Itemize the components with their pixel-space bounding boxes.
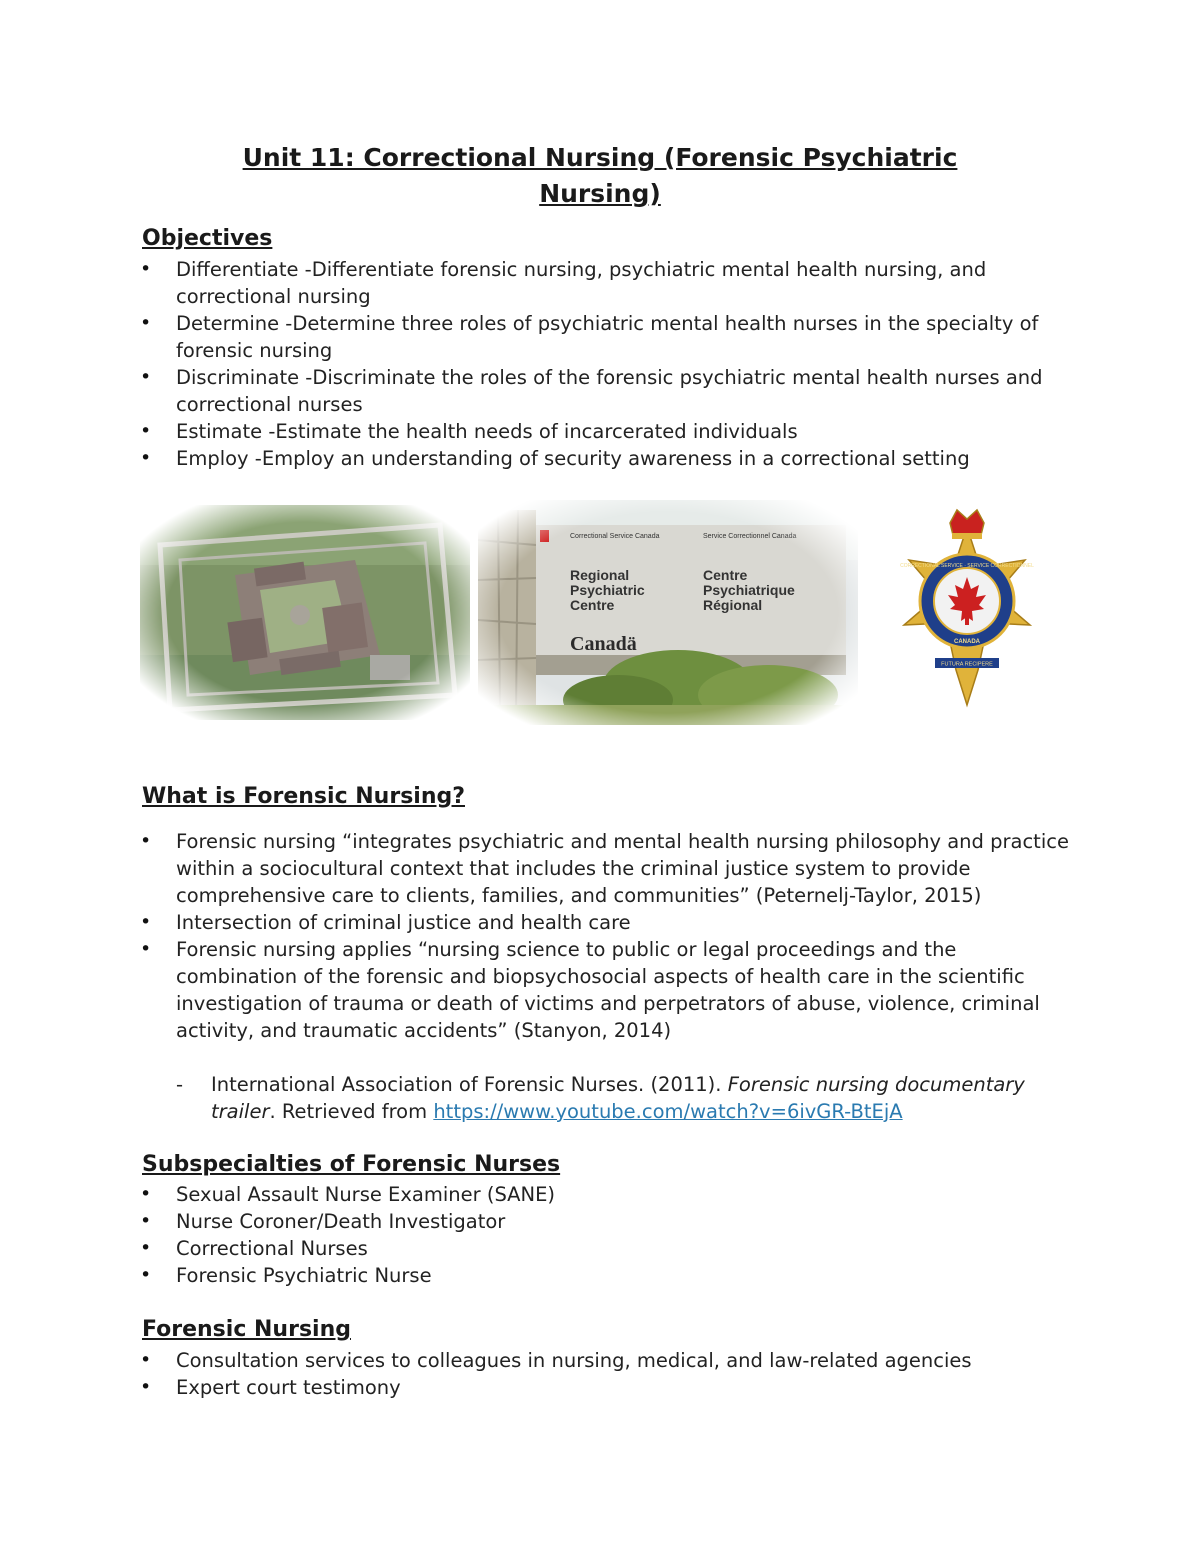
subspecialties-list <box>0 1181 1081 1289</box>
crest-ring-text: CORRECTIONAL SERVICE · SERVICE CORRECTIONNEL <box>900 563 1034 569</box>
reference-prefix: International Association of Forensic Nurses. (2011). <box>211 1073 728 1096</box>
forensic-item: • Forensic nursing applies “nursing science to public or legal proceedings and the combination of the forensic and biopsychosocial aspects of health care in the scientific investigation of trauma or death of victims and perpetrators of abuse, violence, criminal activity, and traumatic accidents” (Stanyon, 2014) <box>0 936 1081 1044</box>
psychiatric-centre-sign-photo <box>478 500 858 725</box>
objective-item: • Differentiate -Differentiate forensic nursing, psychiatric mental health nursing, and correctional nursing <box>0 256 1081 310</box>
objectives-heading: Objectives <box>142 226 273 251</box>
forensic-nursing-item: • Expert court testimony <box>0 1374 1081 1401</box>
title-line-2: Nursing) <box>539 179 661 208</box>
crest-motto: FUTURA RECIPERE <box>941 661 993 668</box>
forensic-nursing-item: • Consultation services to colleagues in nursing, medical, and law-related agencies <box>0 1347 1081 1374</box>
forensic-nursing-list <box>0 1347 1081 1401</box>
reference-title: Forensic nursing documentary trailer <box>211 1073 1025 1123</box>
reference-middle: . Retrieved from <box>269 1100 434 1123</box>
subspecialty-item: • Forensic Psychiatric Nurse <box>0 1262 1081 1289</box>
subspecialty-item: • Correctional Nurses <box>0 1235 1081 1262</box>
aerial-prison-photo <box>140 505 470 720</box>
forensic-item: • Forensic nursing “integrates psychiatric and mental health nursing philosophy and practice within a sociocultural context that includes the criminal justice system to provide comprehensive care to clients, families, and communities” (Peternelj-Taylor, 2015) <box>0 828 1081 909</box>
image-row <box>140 500 1060 725</box>
subspecialty-item: • Nurse Coroner/Death Investigator <box>0 1208 1081 1235</box>
reference-text <box>176 1071 1056 1125</box>
objective-item: • Estimate -Estimate the health needs of incarcerated individuals <box>0 418 1081 445</box>
reference-subitem <box>176 1071 1056 1125</box>
objectives-list <box>0 256 1081 472</box>
subspecialty-item: • Sexual Assault Nurse Examiner (SANE) <box>0 1181 1081 1208</box>
crest-country: CANADA <box>954 639 980 645</box>
objective-item: • Determine -Determine three roles of psychiatric mental health nurses in the specialty of forensic nursing <box>0 310 1081 364</box>
objective-item: • Discriminate -Discriminate the roles of the forensic psychiatric mental health nurses and correctional nurses <box>0 364 1081 418</box>
title-line-1: Unit 11: Correctional Nursing (Forensic Psychiatric <box>242 143 958 172</box>
forensic-item: • Intersection of criminal justice and health care <box>0 909 1081 936</box>
forensic-list <box>0 828 1081 1044</box>
page-title <box>150 140 1050 212</box>
forensic-nursing-heading: Forensic Nursing <box>142 1317 351 1342</box>
objective-item: • Employ -Employ an understanding of security awareness in a correctional setting <box>0 445 1081 472</box>
forensic-heading: What is Forensic Nursing? <box>142 784 465 809</box>
correctional-service-crest <box>880 505 1055 715</box>
subspecialties-heading: Subspecialties of Forensic Nurses <box>142 1152 561 1177</box>
dash-marker: - <box>176 1073 184 1096</box>
youtube-link[interactable]: https://www.youtube.com/watch?v=6ivGR-BtEjA <box>433 1100 903 1123</box>
